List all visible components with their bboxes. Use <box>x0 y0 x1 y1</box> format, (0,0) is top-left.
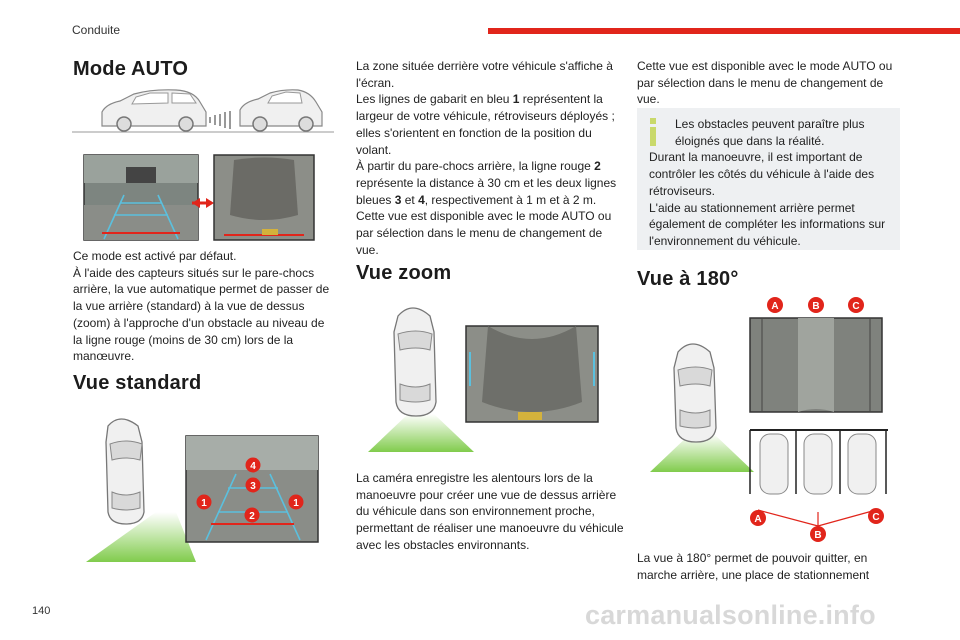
text-run: , respectivement à 1 m et à 2 m. <box>424 192 597 207</box>
auto-mode-screens-illustration <box>84 155 316 243</box>
callout-label: C <box>852 301 860 312</box>
callout-a-top <box>767 297 783 313</box>
callout-2 <box>245 508 260 523</box>
col2-para-2 <box>356 91 624 158</box>
col3-para-2: La vue à 180° permet de pouvoir quitter, en marche arrière, une place de stationnement <box>637 551 870 582</box>
callout-b-bottom <box>810 526 826 542</box>
callout-label: B <box>812 301 820 312</box>
text-run: représentent la largeur de votre véhicule, rétroviseurs déployés ; elles s'orientent en fonction de la position du volant. <box>356 92 615 157</box>
title-vue-zoom: Vue zoom <box>356 262 452 284</box>
note-line-1: Les obstacles peuvent paraître plus éloignés que dans la réalité. <box>675 117 865 148</box>
info-note-text <box>649 116 893 250</box>
note-line-2: Durant la manoeuvre, il est important de contrôler les côtés du véhicule à l'aide des rétroviseurs. <box>649 150 875 198</box>
header-accent-bar <box>488 28 960 34</box>
title-mode-auto: Mode AUTO <box>73 58 189 80</box>
callout-label: 1 <box>293 498 299 509</box>
ref-1: 1 <box>512 92 520 107</box>
callout-label: A <box>771 301 779 312</box>
col2-text-top <box>356 58 624 258</box>
info-note <box>637 108 900 250</box>
col2-para-5: La caméra enregistre les alentours lors de la manoeuvre pour créer une vue de dessus arrière du véhicule dans son environnement proche, permettant de réaliser une manoeuvre du véhicule avec les obstacles environnants. <box>356 471 624 552</box>
view-180-callouts <box>650 296 900 542</box>
callout-label: C <box>872 512 880 523</box>
col3-para-1: Cette vue est disponible avec le mode AUTO ou par sélection dans le menu de changement de vue. <box>637 59 893 107</box>
col3-text-bottom <box>637 550 902 583</box>
section-label: Conduite <box>72 23 121 37</box>
callout-label: 4 <box>250 461 256 472</box>
col1-para-1: Ce mode est activé par défaut. <box>73 249 237 263</box>
zoom-view-illustration <box>368 302 602 454</box>
callout-label: 1 <box>201 498 207 509</box>
col2-text-bottom <box>356 470 624 554</box>
callout-label: 3 <box>250 481 256 492</box>
page-number: 140 <box>32 605 51 617</box>
col1-text <box>73 248 333 365</box>
callout-1-left <box>197 495 212 510</box>
col3-text-top <box>637 58 902 108</box>
title-vue-180: Vue à 180° <box>637 268 739 290</box>
callout-a-bottom <box>750 510 766 526</box>
callout-1-right <box>289 495 304 510</box>
col2-para-1: La zone située derrière votre véhicule s'affiche à l'écran. <box>356 59 613 90</box>
standard-view-callouts <box>86 412 320 564</box>
text-run: représente la distance à 30 cm et les deux lignes bleues <box>356 175 617 207</box>
ref-2: 2 <box>594 159 601 174</box>
auto-mode-cars-illustration <box>72 86 334 136</box>
text-run: et <box>401 192 419 207</box>
watermark: carmanualsonline.info <box>585 600 876 630</box>
callout-3 <box>246 478 261 493</box>
callout-label: 2 <box>249 511 255 522</box>
callout-label: A <box>754 514 762 525</box>
callout-4 <box>246 458 261 473</box>
callout-c-top <box>848 297 864 313</box>
text-run: Les lignes de gabarit en bleu <box>356 92 513 107</box>
callout-c-bottom <box>868 508 884 524</box>
ref-3: 3 <box>394 192 402 207</box>
col1-para-2: À l'aide des capteurs situés sur le pare-chocs arrière, la vue automatique permet de passer de la vue arrière (standard) à la vue de dessus (zoom) à l'approche d'un obstacle au niveau de la ligne rouge (moins de 30 cm) lors de la manœuvre. <box>73 265 330 364</box>
text-run: À partir du pare-chocs arrière, la ligne rouge <box>356 159 595 174</box>
col2-para-3 <box>356 158 624 208</box>
title-vue-standard: Vue standard <box>73 372 202 394</box>
callout-b-top <box>808 297 824 313</box>
callout-label: B <box>814 530 822 541</box>
ref-4: 4 <box>418 192 425 207</box>
note-line-3: L'aide au stationnement arrière permet également de compléter les informations sur l'environnement du véhicule. <box>649 200 886 248</box>
col2-para-4: Cette vue est disponible avec le mode AUTO ou par sélection dans le menu de changement de vue. <box>356 209 612 257</box>
